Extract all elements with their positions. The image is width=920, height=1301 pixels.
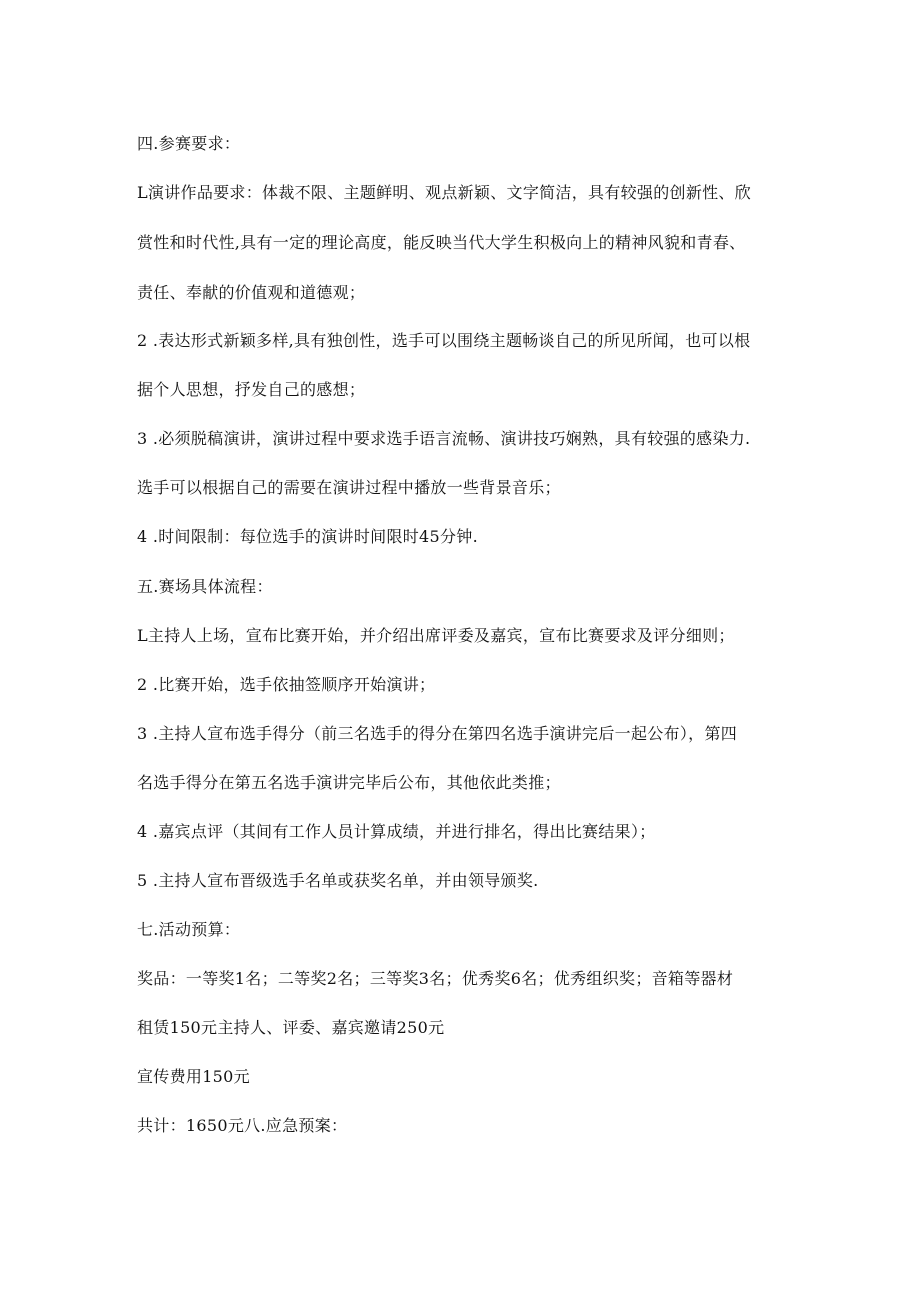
paragraph-line: 2 .比赛开始，选手依抽签顺序开始演讲； [137,675,436,694]
paragraph-line: 奖品：一等奖1名；二等奖2名；三等奖3名；优秀奖6名；优秀组织奖；音箱等器材 [137,969,734,988]
section-heading-requirements: 四.参赛要求： [137,134,241,153]
paragraph-line: 据个人思想，抒发自己的感想； [137,380,366,399]
section-heading-process: 五.赛场具体流程： [137,577,273,596]
paragraph-line: 2 .表达形式新颖多样,具有独创性，选手可以围绕主题畅谈自己的所见所闻，也可以根 [137,331,751,350]
paragraph-line: 3 .主持人宣布选手得分（前三名选手的得分在第四名选手演讲完后一起公布），第四 [137,724,738,743]
section-heading-budget: 七.活动预算： [137,920,241,939]
paragraph-line: L演讲作品要求：体裁不限、主题鲜明、观点新颖、文字简洁，具有较强的创新性、欣 [137,183,752,202]
paragraph-line: 选手可以根据自己的需要在演讲过程中播放一些背景音乐； [137,478,561,497]
paragraph-line: 租赁150元主持人、评委、嘉宾邀请250元 [137,1018,445,1037]
paragraph-line: 宣传费用150元 [137,1067,250,1086]
paragraph-line: 4 .时间限制：每位选手的演讲时间限时45分钟. [137,527,478,546]
paragraph-line: 责任、奉献的价值观和道德观； [137,283,366,302]
paragraph-line: L主持人上场，宣布比赛开始，并介绍出席评委及嘉宾，宣布比赛要求及评分细则； [137,626,735,645]
paragraph-line: 共计：1650元八.应急预案： [137,1116,348,1135]
paragraph-line: 5 .主持人宣布晋级选手名单或获奖名单，并由领导颁奖. [137,871,539,890]
paragraph-line: 3 .必须脱稿演讲，演讲过程中要求选手语言流畅、演讲技巧娴熟，具有较强的感染力. [137,429,751,448]
paragraph-line: 4 .嘉宾点评（其间有工作人员计算成绩，并进行排名，得出比赛结果）； [137,822,656,841]
paragraph-line: 赏性和时代性,具有一定的理论高度，能反映当代大学生积极向上的精神风貌和青春、 [137,233,746,252]
paragraph-line: 名选手得分在第五名选手演讲完毕后公布，其他依此类推； [137,773,561,792]
